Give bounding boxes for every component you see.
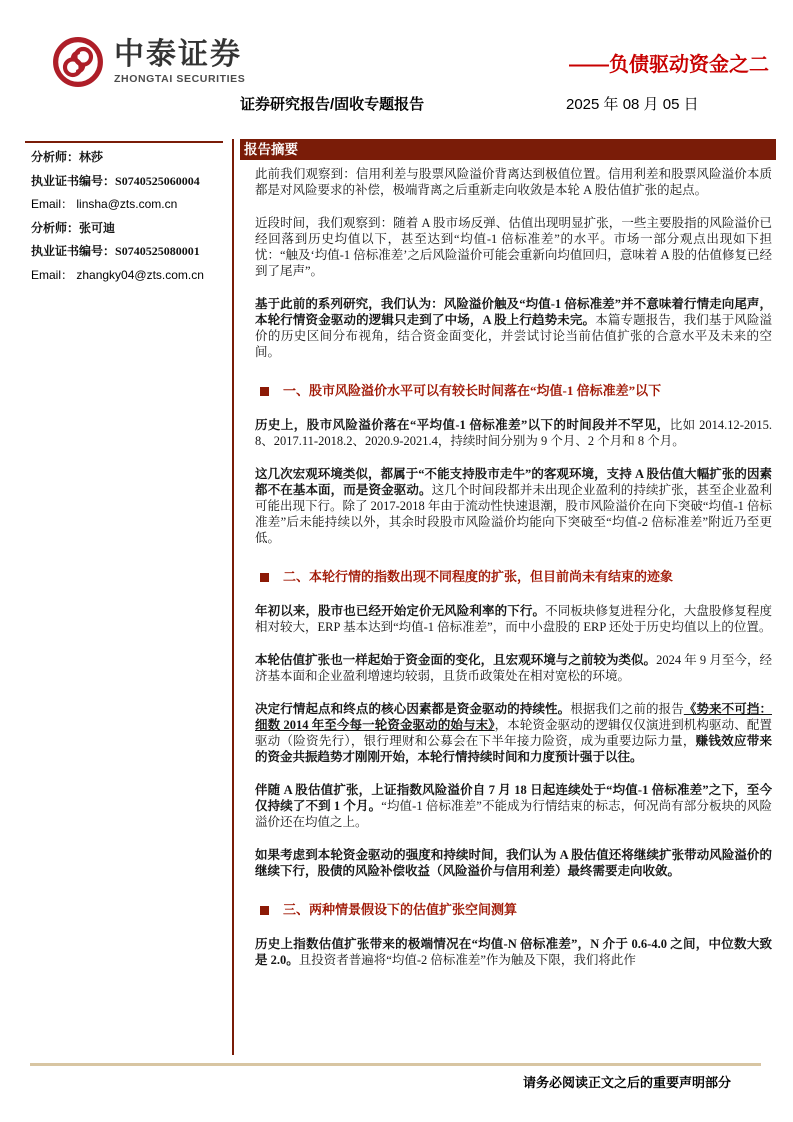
email-value: linsha@zts.com.cn xyxy=(76,197,178,211)
summary-paragraph xyxy=(255,166,772,198)
summary-paragraph xyxy=(255,215,772,279)
summary-paragraph xyxy=(255,936,772,968)
email-label: Email： xyxy=(31,267,74,282)
section-bullet-icon xyxy=(260,573,269,582)
summary-paragraph xyxy=(255,417,772,449)
brand-wordmark xyxy=(114,39,245,85)
text-segment: “均值-1 倍标准差”不能成为行情结束的标志，何况尚有部分板块的风险溢价还在均值之上。 xyxy=(255,799,772,829)
text-segment: 比如 2014.12-2015.8、2017.11-2018.2、2020.9-2021.4，持续时间分别为 9 个月、2 个月和 8 个月。 xyxy=(255,418,772,448)
report-date: 2025 年 08 月 05 日 xyxy=(566,96,699,113)
text-segment: 本轮估值扩张也一样起始于资金面的变化，且宏观环境与之前较为类似。 xyxy=(255,653,657,667)
analyst-name-row xyxy=(31,222,226,235)
text-segment: 本篇专题报告，我们基于风险溢价的历史区间分布视角，结合资金面变化，并尝试讨论当前估值扩张的合意水平及未来的空间。 xyxy=(255,313,772,359)
summary-paragraph xyxy=(255,847,772,879)
text-segment: 近段时间，我们观察到：随着 A 股市场反弹、估值出现明显扩张，一些主要股指的风险溢价已经回落到历史均值以下，甚至达到“均值-1 倍标准差”的水平。市场一部分观点出现如下担忧：“触及‘均值-1 倍标准差’之后风险溢价可能会重新向均值回归，意味着 A 股的估值修复已经到了尾声”。 xyxy=(255,216,772,278)
section-bullet-icon xyxy=(260,906,269,915)
email-value: zhangky04@zts.com.cn xyxy=(76,267,204,282)
report-type-label: 证券研究报告/固收专题报告 xyxy=(240,96,425,113)
analyst-sidebar xyxy=(31,151,226,292)
text-segment: 基于此前的系列研究，我们认为：风险溢价触及“均值-1 倍标准差”并不意味着行情走向尾声，本轮行情资金驱动的逻辑只走到了中场，A 股上行趋势未完。 xyxy=(255,297,772,327)
text-segment: 历史上指数估值扩张带来的极端情况在“均值-N 倍标准差”，N 介于 0.6-4.0 之间，中位数大致是 2.0。 xyxy=(255,937,772,967)
text-segment: 赚钱效应带来的资金共振趋势才刚刚开始，本轮行情持续时间和力度预计强于以往。 xyxy=(255,734,772,764)
section-heading-text: 一、股市风险溢价水平可以有较长时间落在“均值-1 倍标准差”以下 xyxy=(283,383,662,398)
text-segment: 2024 年 9 月至今，经济基本面和企业盈利增速均较弱，且货币政策处在相对宽松的环境。 xyxy=(255,653,772,683)
section-heading-text: 二、本轮行情的指数出现不同程度的扩张，但目前尚未有结束的迹象 xyxy=(283,569,674,584)
text-segment: 如果考虑到本轮资金驱动的强度和持续时间，我们认为 A 股估值还将继续扩张带动风险溢价的继续下行，股债的风险补偿收益（风险溢价与信用利差）最终需要走向收敛。 xyxy=(255,848,772,878)
cert-label: 执业证书编号： xyxy=(31,244,116,258)
analyst-email-row xyxy=(31,198,226,211)
section-bullet-icon xyxy=(260,387,269,396)
section-heading-text: 三、两种情景假设下的估值扩张空间测算 xyxy=(283,902,518,917)
analyst-cert-row xyxy=(31,245,226,258)
section-heading xyxy=(255,382,772,400)
report-series-title: ——负债驱动资金之二 xyxy=(569,54,769,76)
zhongtai-emblem-icon xyxy=(52,36,104,88)
text-segment: 根据我们之前的报告 xyxy=(570,702,684,716)
analyst-role-label: 分析师： xyxy=(31,220,80,235)
summary-column xyxy=(240,139,776,968)
analyst-name-row xyxy=(31,151,226,164)
brand-name-cn: 中泰证券 xyxy=(114,38,242,71)
cert-label: 执业证书编号： xyxy=(31,173,116,188)
sidebar-top-rule xyxy=(25,141,223,143)
email-label: Email： xyxy=(31,197,74,211)
section-heading xyxy=(255,568,772,586)
analyst-name: 林莎 xyxy=(79,150,104,164)
analyst-role-label: 分析师： xyxy=(31,150,80,164)
text-segment: 伴随 A 股估值扩张，上证指数风险溢价自 7 月 18 日起连续处于“均值-1 倍标准差”之下，至今仅持续了不到 1 个月。 xyxy=(255,783,772,813)
analyst-email-row xyxy=(31,269,226,282)
text-segment: 历史上，股市风险溢价落在“平均值-1 倍标准差”以下的时间段并不罕见， xyxy=(255,418,670,432)
cert-number: S0740525060004 xyxy=(115,173,200,188)
text-segment: 此前我们观察到：信用利差与股票风险溢价背离达到极值位置。信用利差和股票风险溢价本质都是对风险要求的补偿，极端背离之后重新走向收敛是本轮 A 股估值扩张的起点。 xyxy=(255,167,772,197)
section-heading xyxy=(255,901,772,919)
text-segment: 不同板块修复进程分化，大盘股修复程度相对较大，ERP 基本达到“均值-1 倍标准差”，而中小盘股的 ERP 还处于历史均值以上的位置。 xyxy=(255,604,772,634)
cert-number: S0740525080001 xyxy=(115,244,200,258)
summary-paragraph xyxy=(255,603,772,635)
vertical-divider xyxy=(232,139,234,1055)
text-segment: 且投资者普遍将“均值-2 倍标准差”作为触及下限，我们将此作 xyxy=(298,953,636,967)
summary-banner: 报告摘要 xyxy=(240,139,776,160)
report-reference-link[interactable]: 《势来不可挡：细数 2014 年至今每一轮资金驱动的始与末》 xyxy=(255,702,772,732)
text-segment: ，本轮资金驱动的逻辑仅仅演进到机构驱动、配置驱动（险资先行），银行理财和公募会在下半年接力险资，成为重要边际力量， xyxy=(255,718,772,748)
footer-rule xyxy=(30,1063,761,1066)
analyst-name: 张可迪 xyxy=(79,220,116,235)
summary-paragraph xyxy=(255,652,772,684)
summary-blocks xyxy=(240,166,772,968)
text-segment: 这几次宏观环境类似，都属于“不能支持股市走牛”的客观环境，支持 A 股估值大幅扩张的因素都不在基本面，而是资金驱动。 xyxy=(255,467,772,497)
summary-paragraph xyxy=(255,466,772,546)
summary-paragraph xyxy=(255,296,772,360)
summary-paragraph xyxy=(255,701,772,765)
brand-name-en: ZHONGTAI SECURITIES xyxy=(114,73,246,85)
text-segment: 决定行情起点和终点的核心因素都是资金驱动的持续性。 xyxy=(255,702,571,716)
brand-logo xyxy=(52,36,245,88)
text-segment: 这几个时间段都并未出现企业盈利的持续扩张，甚至企业盈利可能出现下行。除了 2017-2018 年由于流动性快速退潮，股市风险溢价在向下突破“均值-1 倍标准差”后未能持续以外，其余时段股市风险溢价均能向下突破至“均值-2 倍标准差”附近乃至更低。 xyxy=(255,483,772,545)
analyst-cert-row xyxy=(31,175,226,188)
footer-disclaimer: 请务必阅读正文之后的重要声明部分 xyxy=(522,1075,731,1090)
summary-paragraph xyxy=(255,782,772,830)
text-segment: 年初以来，股市也已经开始定价无风险利率的下行。 xyxy=(255,604,546,618)
